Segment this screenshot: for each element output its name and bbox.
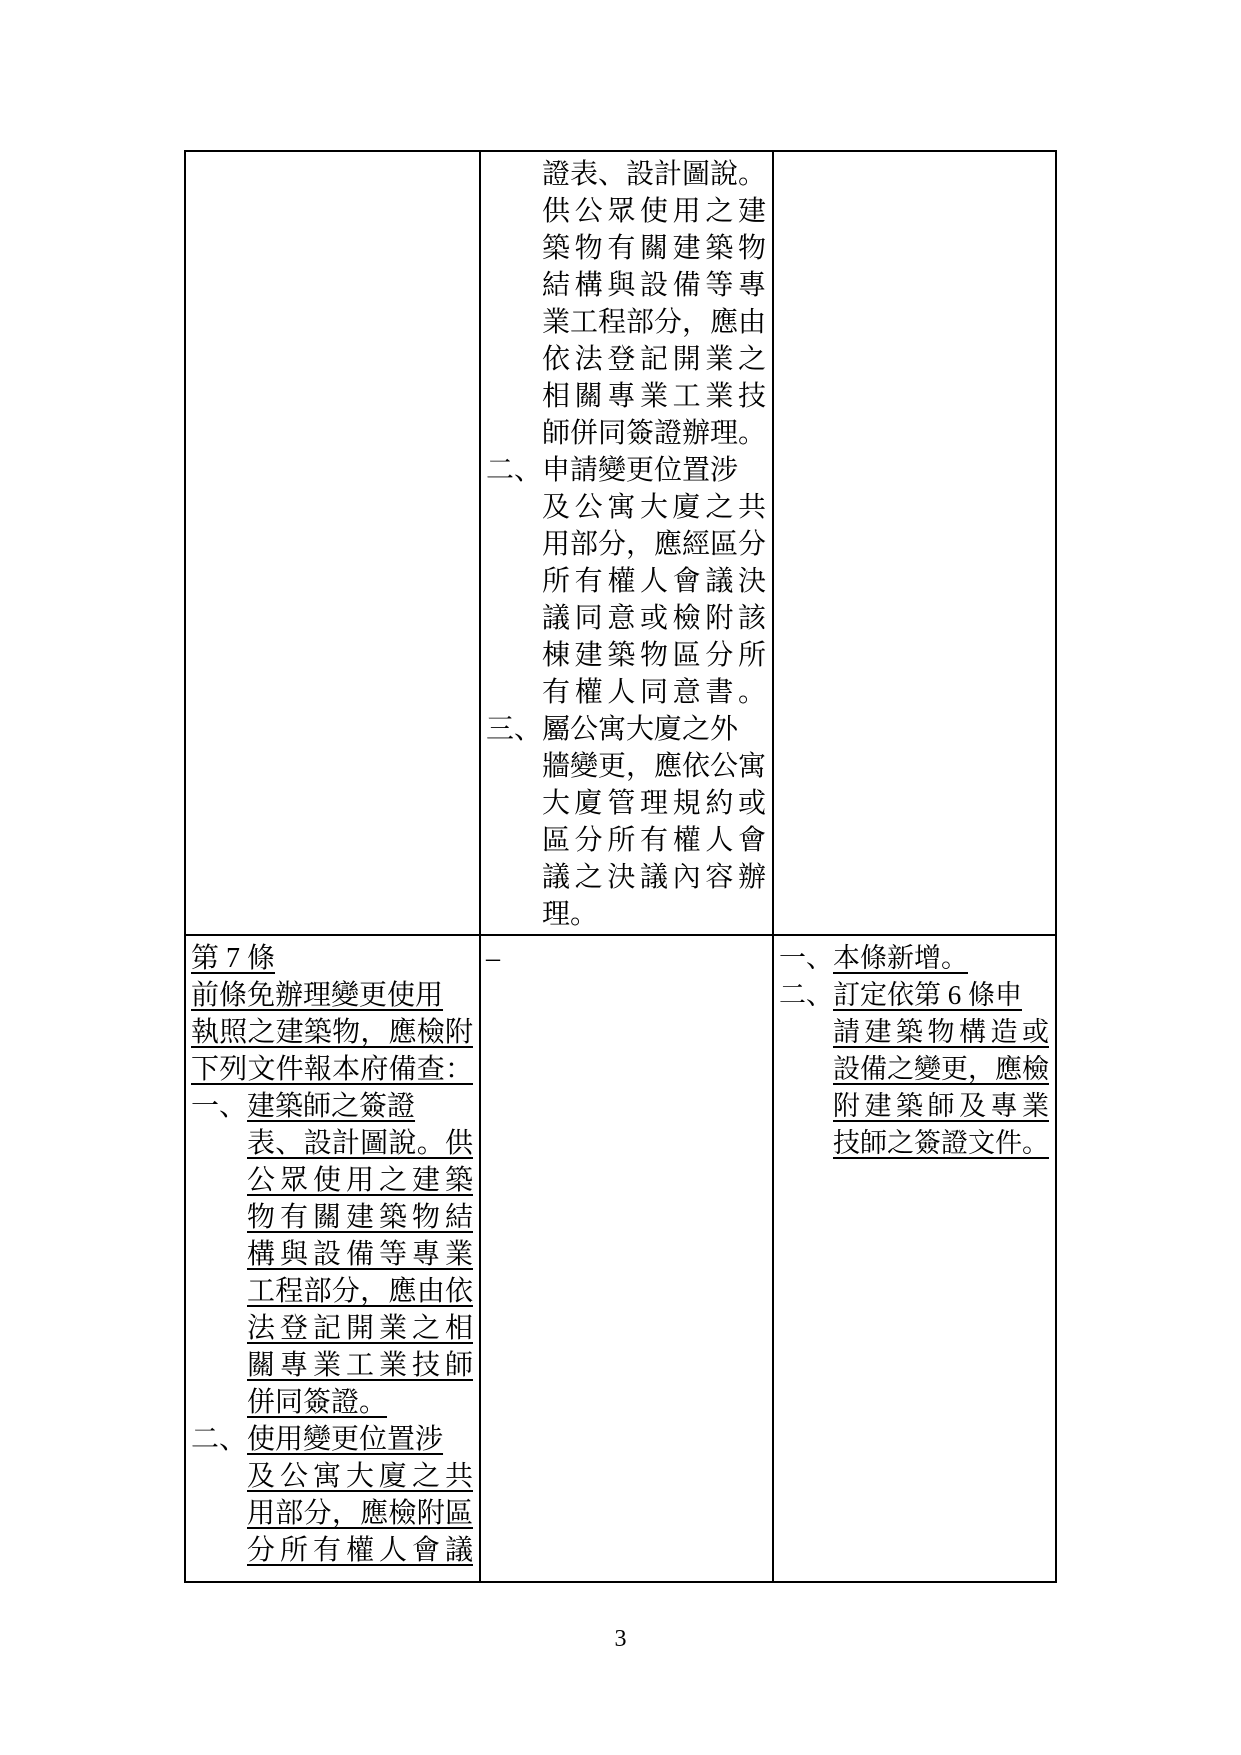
text-line — [486, 156, 766, 193]
added-text: 工程部分，應由依 — [247, 1276, 473, 1307]
text-line — [486, 341, 766, 378]
text: 有權人同意書。 — [542, 677, 766, 708]
text-line — [191, 1051, 473, 1088]
added-text: 設備之變更，應檢 — [833, 1054, 1049, 1084]
added-text: 及公寓大廈之共 — [247, 1461, 473, 1492]
text-line — [191, 1273, 473, 1310]
text-line — [486, 378, 766, 415]
text-line — [486, 674, 766, 711]
added-text: 執照之建築物，應檢附 — [191, 1017, 473, 1048]
text-line — [191, 1347, 473, 1384]
text: 申請變更位置涉 — [542, 455, 739, 486]
text-line — [486, 940, 766, 977]
text: 師併同簽證辦理。 — [542, 418, 767, 449]
comparison-table — [184, 150, 1057, 1583]
text-line — [191, 1384, 473, 1421]
text-line — [191, 1532, 473, 1569]
text: 議之決議內容辦 — [542, 862, 766, 893]
list-marker: 一、 — [779, 943, 833, 973]
list-marker: 三、 — [486, 714, 543, 745]
cell-row1-middle — [481, 152, 774, 936]
added-text: 用部分，應檢附區 — [247, 1498, 473, 1529]
text-line — [779, 977, 1049, 1014]
added-text: 公眾使用之建築 — [247, 1165, 473, 1196]
added-text: 使用變更位置涉 — [247, 1424, 444, 1455]
added-text: 關專業工業技師 — [247, 1350, 473, 1381]
text: 區分所有權人會 — [542, 825, 766, 856]
text-line — [486, 748, 766, 785]
text-line — [486, 600, 766, 637]
text-line — [191, 1162, 473, 1199]
text: 牆變更，應依公寓 — [542, 751, 767, 782]
text-line — [191, 1236, 473, 1273]
added-text: 表、設計圖說。供 — [247, 1128, 473, 1159]
list-marker: 二、 — [191, 1424, 248, 1455]
text: 供公眾使用之建 — [542, 196, 766, 227]
text-line — [486, 526, 766, 563]
added-text: 法登記開業之相 — [247, 1313, 473, 1344]
text-line — [486, 267, 766, 304]
text-line — [779, 1051, 1049, 1088]
text-line — [779, 1125, 1049, 1162]
text-line — [779, 1014, 1049, 1051]
added-text: 構與設備等專業 — [247, 1239, 473, 1270]
text-line — [486, 637, 766, 674]
list-marker: 二、 — [486, 455, 543, 486]
text: 築物有關建築物 — [542, 233, 766, 264]
text-line — [779, 940, 1049, 977]
text-line — [191, 1088, 473, 1125]
cell-row1-right — [774, 152, 1057, 936]
text: 及公寓大廈之共 — [542, 492, 766, 523]
text-line — [191, 1421, 473, 1458]
text: 大廈管理規約或 — [542, 788, 766, 819]
text-line — [486, 896, 766, 933]
text: 業工程部分，應由 — [542, 307, 767, 338]
cell-row2-right — [774, 936, 1057, 1583]
added-text: 物有關建築物結 — [247, 1202, 473, 1233]
text: 相關專業工業技 — [542, 381, 766, 412]
text-line — [191, 1495, 473, 1532]
added-text: 第 7 條 — [191, 943, 276, 974]
text-line — [191, 1125, 473, 1162]
text-line — [486, 193, 766, 230]
text-line — [486, 304, 766, 341]
text-line — [486, 489, 766, 526]
text: 屬公寓大廈之外 — [542, 714, 739, 745]
text-line — [191, 1458, 473, 1495]
text: 議同意或檢附該 — [542, 603, 766, 634]
text-line — [486, 452, 766, 489]
cell-row2-left — [186, 936, 481, 1583]
added-text: 併同簽證。 — [247, 1387, 388, 1418]
text: 理。 — [542, 899, 599, 930]
text: – — [486, 943, 500, 974]
text-line — [486, 415, 766, 452]
cell-row2-middle — [481, 936, 774, 1583]
added-text: 下列文件報本府備查： — [191, 1054, 473, 1085]
text-line — [191, 1199, 473, 1236]
text-line — [486, 785, 766, 822]
added-text: 請建築物構造或 — [833, 1017, 1049, 1047]
text-line — [486, 859, 766, 896]
text-line — [191, 1310, 473, 1347]
text: 所有權人會議決 — [542, 566, 766, 597]
text-line — [779, 1088, 1049, 1125]
text: 結構與設備等專 — [542, 270, 766, 301]
text-line — [191, 1014, 473, 1051]
added-text: 訂定依第 6 條申 — [833, 980, 1022, 1010]
text: 用部分，應經區分 — [542, 529, 767, 560]
text: 棟建築物區分所 — [542, 640, 766, 671]
added-text: 技師之簽證文件。 — [833, 1128, 1049, 1158]
text-line — [486, 822, 766, 859]
added-text: 前條免辦理變更使用 — [191, 980, 444, 1011]
text-line — [191, 940, 473, 977]
added-text: 分所有權人會議 — [247, 1535, 473, 1566]
page-number: 3 — [614, 1626, 627, 1652]
text: 證表、設計圖說。 — [542, 159, 767, 190]
text-line — [486, 230, 766, 267]
text-line — [486, 563, 766, 600]
cell-row1-left — [186, 152, 481, 936]
text: 依法登記開業之 — [542, 344, 766, 375]
list-marker: 二、 — [779, 980, 833, 1010]
added-text: 附建築師及專業 — [833, 1091, 1049, 1121]
added-text: 本條新增。 — [833, 943, 968, 973]
text-line — [191, 977, 473, 1014]
text-line — [486, 711, 766, 748]
added-text: 建築師之簽證 — [247, 1091, 416, 1122]
list-marker: 一、 — [191, 1091, 248, 1122]
